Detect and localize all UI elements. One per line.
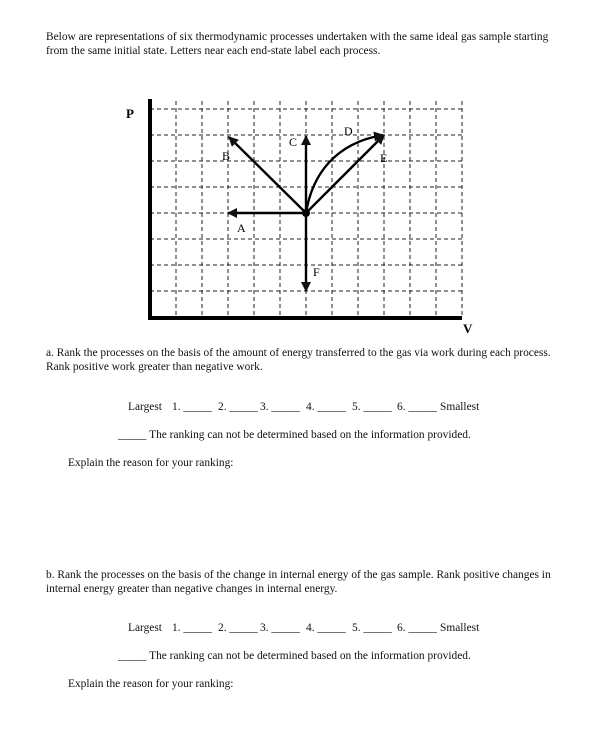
process-label-c: C	[289, 135, 298, 149]
rank-slot-5[interactable]: 5. _____	[352, 622, 392, 634]
initial-state-point	[302, 209, 310, 217]
smallest-label: Smallest	[440, 622, 480, 634]
rank-slot-4[interactable]: 4. _____	[306, 622, 346, 634]
x-axis-label: V	[463, 321, 473, 336]
rank-slot-2[interactable]: 2. _____	[218, 401, 258, 413]
process-label-e: E	[380, 151, 388, 165]
process-label-a: A	[237, 221, 246, 235]
explain-prompt-a: Explain the reason for your ranking:	[68, 457, 234, 469]
ranking-row-a	[128, 401, 548, 417]
rank-slot-2[interactable]: 2. _____	[218, 622, 258, 634]
rank-slot-3[interactable]: 3. _____	[260, 401, 300, 413]
question-b: b. Rank the processes on the basis of the change in internal energy of the gas sample. Rank positive changes in internal energy greater than negative changes in internal energy.	[46, 569, 551, 595]
process-label-b: B	[222, 149, 231, 163]
rank-slot-1[interactable]: 1. _____	[172, 622, 212, 634]
rank-slot-4[interactable]: 4. _____	[306, 401, 346, 413]
process-e-arrow	[306, 135, 384, 213]
rank-slot-6[interactable]: 6. _____	[397, 622, 437, 634]
cannot-determine-a[interactable]: _____ The ranking can not be determined based on the information provided.	[118, 429, 471, 441]
rank-slot-1[interactable]: 1. _____	[172, 401, 212, 413]
process-label-d: D	[344, 124, 353, 138]
smallest-label: Smallest	[440, 401, 480, 413]
rank-slot-6[interactable]: 6. _____	[397, 401, 437, 413]
process-label-f: F	[313, 265, 320, 279]
rank-slot-5[interactable]: 5. _____	[352, 401, 392, 413]
rank-slot-3[interactable]: 3. _____	[260, 622, 300, 634]
ranking-row-b	[128, 622, 548, 638]
largest-label: Largest	[128, 401, 162, 413]
y-axis-label: P	[126, 106, 134, 121]
explain-prompt-b: Explain the reason for your ranking:	[68, 678, 234, 690]
question-a: a. Rank the processes on the basis of the amount of energy transferred to the gas via work during each process. Rank positive work greater than negative work.	[46, 347, 551, 373]
intro-text: Below are representations of six thermodynamic processes undertaken with the same ideal gas sample starting from the same initial state. Letters near each end-state label each process.	[46, 31, 549, 57]
largest-label: Largest	[128, 622, 162, 634]
cannot-determine-b[interactable]: _____ The ranking can not be determined based on the information provided.	[118, 650, 471, 662]
